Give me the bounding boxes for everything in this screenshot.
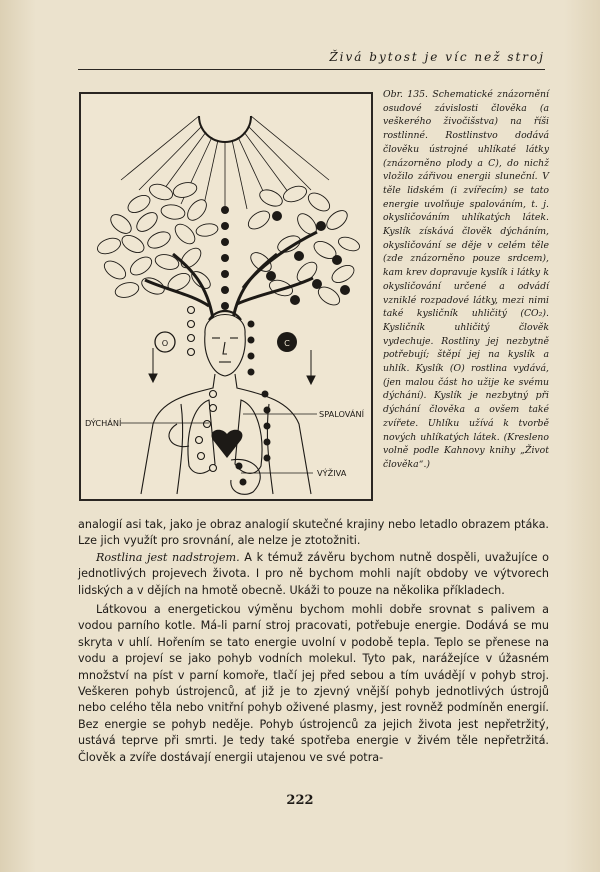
carbon-symbol: C xyxy=(284,338,290,348)
body-text xyxy=(78,517,549,766)
tree-trunks xyxy=(145,232,317,319)
label-breathing: DÝCHÁNÍ xyxy=(85,418,122,428)
illustration-svg xyxy=(81,94,371,499)
paragraph-2 xyxy=(78,550,549,599)
figure-illustration xyxy=(79,92,373,501)
paragraph-1: analogií asi tak, jako je obraz analogií skutečné krajiny nebo letadlo obrazem ptáka. Lze jich využít pro srovnání, ale nelze je ztotožniti. xyxy=(78,518,549,548)
carbon-dot-path xyxy=(221,206,229,310)
header-rule xyxy=(78,69,545,70)
page-number: 222 xyxy=(286,793,314,808)
oxygen-symbol: O xyxy=(161,338,169,348)
paragraph-2-text: A k témuž závěru bychom nutně dospěli, uvažujíce o jednotlivých projevech života. I pro ně bychom mohli najít obdoby ve výtvorech lidských a v dějích na hmotě obecně. Ukáži to pouze na několika příkladech. xyxy=(78,550,550,597)
label-burning: SPALOVÁNÍ xyxy=(319,409,364,419)
label-food: VÝŽIVA xyxy=(317,468,347,478)
running-head: Živá bytost je víc než stroj xyxy=(329,50,545,64)
figure-caption: Obr. 135. Schematické znázornění osudové závislosti člověka (a veškerého živočišstva) na říši rostlinné. Rostlinstvo dodává člověku ústrojné uhlíkaté látky (znázorněno plody a C), do nichž vložilo zářivou energii sluneční. V těle lidském (i zvířecím) se tato energie uvolňuje spalováním, t. j. okysličováním uhlíkatých látek. Kyslík získává člověk dýcháním, okysličování se děje v celém těle (zde znázorněno pouze srdcem), kam krev dopravuje kyslík i látky k okysličování určené a odvádí vzniklé rozpadové látky, mezi nimi také kysličník uhličitý (CO₂). Kysličník uhličitý člověk vydechuje. Rostliny jej nezbytně potřebují; štěpí jej na kyslík a uhlík. Kyslík (O) rostlina vydává, (jen malou část ho užije ke svému dýchání). Kyslík je nezbytný při dýchání člověka a ovšem také zvířete. Uhlíku užívá k tvorbě nových uhlíkatých látek. (Kresleno volně podle Kahnovy knihy „Život člověka“.) xyxy=(383,89,549,470)
paragraph-2-heading: Rostlina jest nadstrojem. xyxy=(96,550,240,564)
paragraph-3: Látkovou a energetickou výměnu bychom mohli dobře srovnat s palivem a vodou parního kotle. Má-li parní stroj pracovati, potřebuje energie. Dodává se mu skryta v uhlí. Hořením se tato energie uvolní v podobě tepla. Teplo se přenese na vodu a projeví se jako pohyb vodních molekul. Tyto pak, narážejíce v úžasném množství na píst v parní komoře, tlačí jej před sebou a tím uvádějí v pohyb stroj. Veškeren pohyb ústrojenců, ať již je to zjevný vnější pohyb jednotlivých ústrojů nebo celého těla nebo vnitřní pohyb oživené plasmy, jest rovněž podmíněn energií. Bez energie se pohyb neděje. Pohyb ústrojenců za jejich života jest nepřetržitý, ustává teprve při smrti. Je tedy také spotřeba energie v živém těle nepřetržitá. Člověk a zvíře dostávají energii utajenou ve své potra- xyxy=(78,603,549,764)
